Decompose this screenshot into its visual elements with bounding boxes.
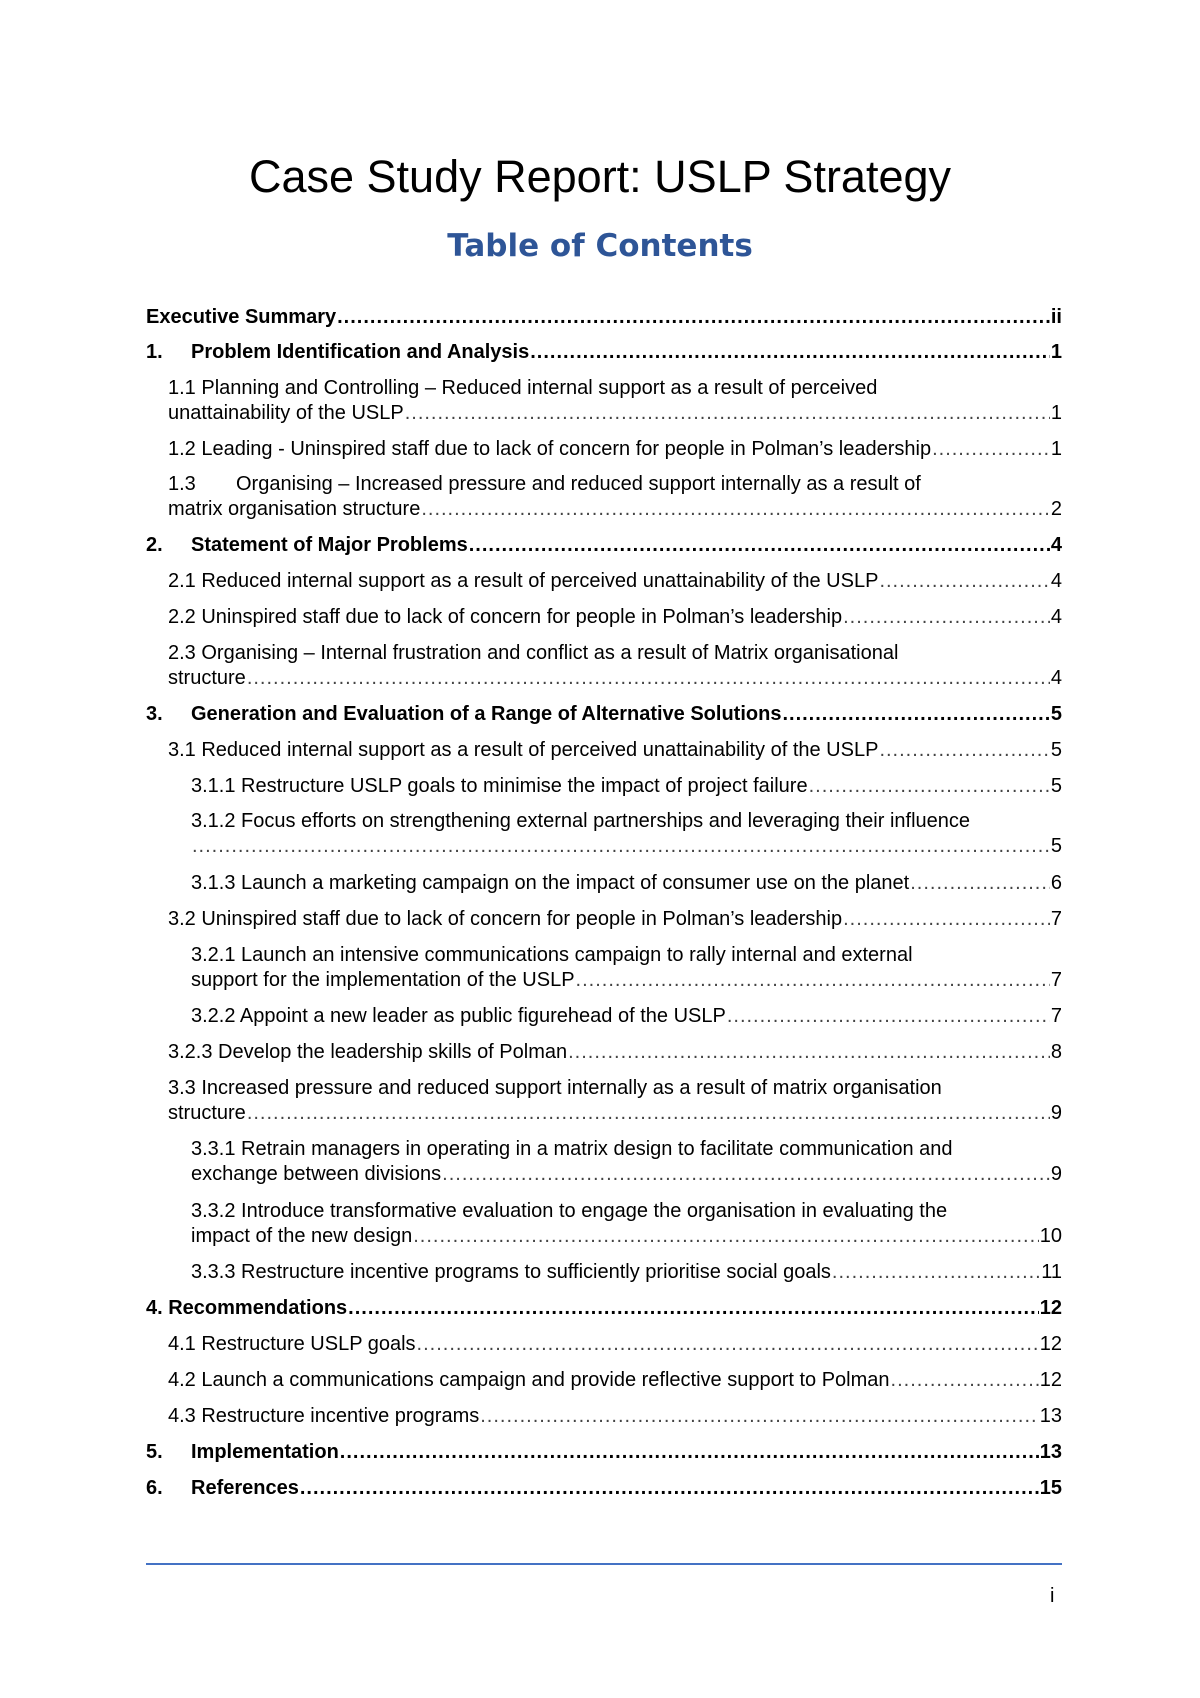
toc-entry-4-1[interactable] bbox=[168, 1332, 1062, 1357]
toc-entry-1-1[interactable] bbox=[168, 376, 1062, 426]
toc-page-number: 13 bbox=[1039, 1405, 1062, 1427]
toc-entry-3-2-3[interactable] bbox=[168, 1040, 1062, 1065]
toc-entry-2-3[interactable] bbox=[168, 641, 1062, 691]
toc-entry-3-1-1[interactable] bbox=[191, 774, 1062, 799]
toc-page-number: 8 bbox=[1050, 1041, 1062, 1063]
toc-entry-first-line: Organising – Increased pressure and reduced support internally as a result of bbox=[236, 473, 921, 495]
toc-page-number: ii bbox=[1050, 306, 1062, 328]
toc-leader-dots bbox=[413, 1224, 1039, 1249]
toc-leader-dots bbox=[247, 666, 1050, 691]
toc-entry-text: 4.1 Restructure USLP goals bbox=[168, 1333, 416, 1355]
toc-entry-first-line: 3.3 Increased pressure and reduced support internally as a result of matrix organisation bbox=[168, 1077, 942, 1099]
toc-entry-section-1[interactable] bbox=[146, 340, 1062, 365]
toc-entry-first-line: 1.1 Planning and Controlling – Reduced internal support as a result of perceived bbox=[168, 377, 878, 399]
toc-entry-text: exchange between divisions bbox=[191, 1163, 442, 1185]
toc-entry-2-1[interactable] bbox=[168, 569, 1062, 594]
toc-page-number: 12 bbox=[1039, 1297, 1062, 1319]
toc-entry-first-line: 3.3.2 Introduce transformative evaluation to engage the organisation in evaluating the bbox=[191, 1200, 948, 1222]
toc-leader-dots bbox=[530, 340, 1050, 365]
toc-page-number: 12 bbox=[1039, 1369, 1062, 1391]
toc-page-number: 6 bbox=[1050, 872, 1062, 894]
toc-entry-3-2-1[interactable] bbox=[191, 943, 1062, 993]
toc-entry-section-3[interactable] bbox=[146, 702, 1062, 727]
toc-page-number: 4 bbox=[1050, 534, 1062, 556]
toc-entry-section-2[interactable] bbox=[146, 533, 1062, 558]
toc-entry-text: 3.2.3 Develop the leadership skills of Polman bbox=[168, 1041, 568, 1063]
toc-leader-dots bbox=[192, 834, 1050, 859]
toc-entry-text: 3.1 Reduced internal support as a result of perceived unattainability of the USLP bbox=[168, 739, 879, 761]
toc-entry-text: 4. Recommendations bbox=[146, 1297, 348, 1319]
toc-entry-text: 3.2.2 Appoint a new leader as public figurehead of the USLP bbox=[191, 1005, 726, 1027]
toc-leader-dots bbox=[421, 497, 1050, 522]
toc-page-number: 4 bbox=[1050, 570, 1062, 592]
toc-entry-3-3[interactable] bbox=[168, 1076, 1062, 1126]
toc-page-number: 2 bbox=[1050, 498, 1062, 520]
document-title: Case Study Report: USLP Strategy bbox=[248, 151, 952, 202]
toc-entry-first-line: 3.1.2 Focus efforts on strengthening external partnerships and leveraging their influence bbox=[191, 810, 971, 832]
toc-entry-text: 3.2 Uninspired staff due to lack of concern for people in Polman’s leadership bbox=[168, 908, 843, 930]
toc-entry-text: Statement of Major Problems bbox=[191, 534, 468, 556]
toc-section-number: 1. bbox=[146, 341, 163, 363]
toc-entry-text: Problem Identification and Analysis bbox=[191, 341, 530, 363]
toc-entry-3-2-2[interactable] bbox=[191, 1004, 1062, 1029]
toc-leader-dots bbox=[843, 907, 1050, 932]
toc-section-number: 3. bbox=[146, 703, 163, 725]
page-number: i bbox=[1050, 1585, 1055, 1607]
toc-leader-dots bbox=[891, 1368, 1039, 1393]
toc-page-number: 7 bbox=[1050, 969, 1062, 991]
toc-leader-dots bbox=[879, 569, 1049, 594]
toc-leader-dots bbox=[576, 968, 1050, 993]
toc-leader-dots bbox=[340, 1440, 1039, 1465]
toc-entry-3-3-1[interactable] bbox=[191, 1137, 1062, 1187]
toc-entry-text: impact of the new design bbox=[191, 1225, 413, 1247]
toc-entry-text: 2.2 Uninspired staff due to lack of concern for people in Polman’s leadership bbox=[168, 606, 843, 628]
toc-entry-text: Executive Summary bbox=[146, 306, 337, 328]
toc-leader-dots bbox=[879, 738, 1049, 763]
toc-entry-text: Implementation bbox=[191, 1441, 339, 1463]
toc-entry-text: matrix organisation structure bbox=[168, 498, 421, 520]
toc-page-number: 1 bbox=[1050, 402, 1062, 424]
toc-page-number: 4 bbox=[1050, 606, 1062, 628]
toc-entry-text: 4.3 Restructure incentive programs bbox=[168, 1405, 480, 1427]
toc-section-number: 1.3 bbox=[168, 473, 196, 495]
toc-entry-first-line: 3.3.1 Retrain managers in operating in a matrix design to facilitate communication and bbox=[191, 1138, 953, 1160]
toc-entry-3-3-3[interactable] bbox=[191, 1260, 1062, 1285]
toc-leader-dots bbox=[932, 437, 1050, 462]
toc-entry-first-line: 2.3 Organising – Internal frustration and conflict as a result of Matrix organisational bbox=[168, 642, 899, 664]
toc-leader-dots bbox=[910, 871, 1050, 896]
toc-entry-text: Generation and Evaluation of a Range of Alternative Solutions bbox=[191, 703, 782, 725]
toc-entry-section-6[interactable] bbox=[146, 1476, 1062, 1501]
toc-leader-dots bbox=[442, 1162, 1050, 1187]
toc-page-number: 4 bbox=[1050, 667, 1062, 689]
toc-entry-executive-summary[interactable] bbox=[146, 305, 1062, 330]
toc-leader-dots bbox=[417, 1332, 1039, 1357]
toc-entry-text: support for the implementation of the USLP bbox=[191, 969, 575, 991]
toc-heading: Table of Contents bbox=[447, 228, 753, 264]
toc-entry-3-3-2[interactable] bbox=[191, 1199, 1062, 1249]
toc-leader-dots bbox=[480, 1404, 1039, 1429]
toc-entry-3-1-3[interactable] bbox=[191, 871, 1062, 896]
toc-page-number: 7 bbox=[1050, 908, 1062, 930]
toc-page-number: 1 bbox=[1050, 341, 1062, 363]
toc-leader-dots bbox=[809, 774, 1050, 799]
toc-leader-dots bbox=[568, 1040, 1050, 1065]
toc-entry-first-line: 3.2.1 Launch an intensive communications campaign to rally internal and external bbox=[191, 944, 913, 966]
toc-page-number: 5 bbox=[1050, 739, 1062, 761]
toc-entry-text: 3.1.3 Launch a marketing campaign on the impact of consumer use on the planet bbox=[191, 872, 910, 894]
toc-entry-text: structure bbox=[168, 1102, 246, 1124]
toc-page-number: 5 bbox=[1050, 835, 1062, 857]
toc-leader-dots bbox=[247, 1101, 1050, 1126]
toc-leader-dots bbox=[469, 533, 1050, 558]
toc-page-number: 5 bbox=[1050, 775, 1062, 797]
toc-entry-text: 2.1 Reduced internal support as a result of perceived unattainability of the USLP bbox=[168, 570, 879, 592]
toc-section-number: 6. bbox=[146, 1477, 163, 1499]
toc-entry-3-1-2[interactable] bbox=[191, 809, 1062, 859]
toc-entry-2-2[interactable] bbox=[168, 605, 1062, 630]
toc-section-number: 2. bbox=[146, 534, 163, 556]
toc-entry-text: References bbox=[191, 1477, 299, 1499]
toc-entry-text: 3.1.1 Restructure USLP goals to minimise the impact of project failure bbox=[191, 775, 808, 797]
toc-leader-dots bbox=[348, 1296, 1039, 1321]
toc-entry-section-5[interactable] bbox=[146, 1440, 1062, 1465]
toc-entry-text: unattainability of the USLP bbox=[168, 402, 404, 424]
toc-entry-text: 3.3.3 Restructure incentive programs to sufficiently prioritise social goals bbox=[191, 1261, 831, 1283]
footer-divider bbox=[146, 1563, 1062, 1565]
toc-entry-text: structure bbox=[168, 667, 246, 689]
toc-section-number: 5. bbox=[146, 1441, 163, 1463]
toc-entry-1-2[interactable] bbox=[168, 437, 1062, 462]
toc-entry-3-1[interactable] bbox=[168, 738, 1062, 763]
toc-entry-1-3[interactable] bbox=[168, 472, 1062, 522]
toc-entry-text: 1.2 Leading - Uninspired staff due to lack of concern for people in Polman’s leadership bbox=[168, 438, 932, 460]
toc-entry-3-2[interactable] bbox=[168, 907, 1062, 932]
toc-page-number: 1 bbox=[1050, 438, 1062, 460]
toc-page-number: 9 bbox=[1050, 1163, 1062, 1185]
toc-entry-section-4[interactable] bbox=[146, 1296, 1062, 1321]
toc-page-number: 9 bbox=[1050, 1102, 1062, 1124]
toc-leader-dots bbox=[843, 605, 1050, 630]
toc-page-number: 11 bbox=[1041, 1261, 1062, 1283]
toc-leader-dots bbox=[782, 702, 1049, 727]
toc-entry-4-3[interactable] bbox=[168, 1404, 1062, 1429]
toc-leader-dots bbox=[405, 401, 1050, 426]
toc-page-number: 13 bbox=[1039, 1441, 1062, 1463]
toc-leader-dots bbox=[300, 1476, 1039, 1501]
toc-page-number: 12 bbox=[1039, 1333, 1062, 1355]
toc-entry-text: 4.2 Launch a communications campaign and provide reflective support to Polman bbox=[168, 1369, 890, 1391]
toc-entry-4-2[interactable] bbox=[168, 1368, 1062, 1393]
toc-page-number: 10 bbox=[1039, 1225, 1062, 1247]
toc-page-number: 15 bbox=[1039, 1477, 1062, 1499]
toc-leader-dots bbox=[727, 1004, 1050, 1029]
toc-leader-dots bbox=[832, 1260, 1040, 1285]
toc-page-number: 5 bbox=[1050, 703, 1062, 725]
toc-page-number: 7 bbox=[1050, 1005, 1062, 1027]
toc-leader-dots bbox=[337, 305, 1050, 330]
